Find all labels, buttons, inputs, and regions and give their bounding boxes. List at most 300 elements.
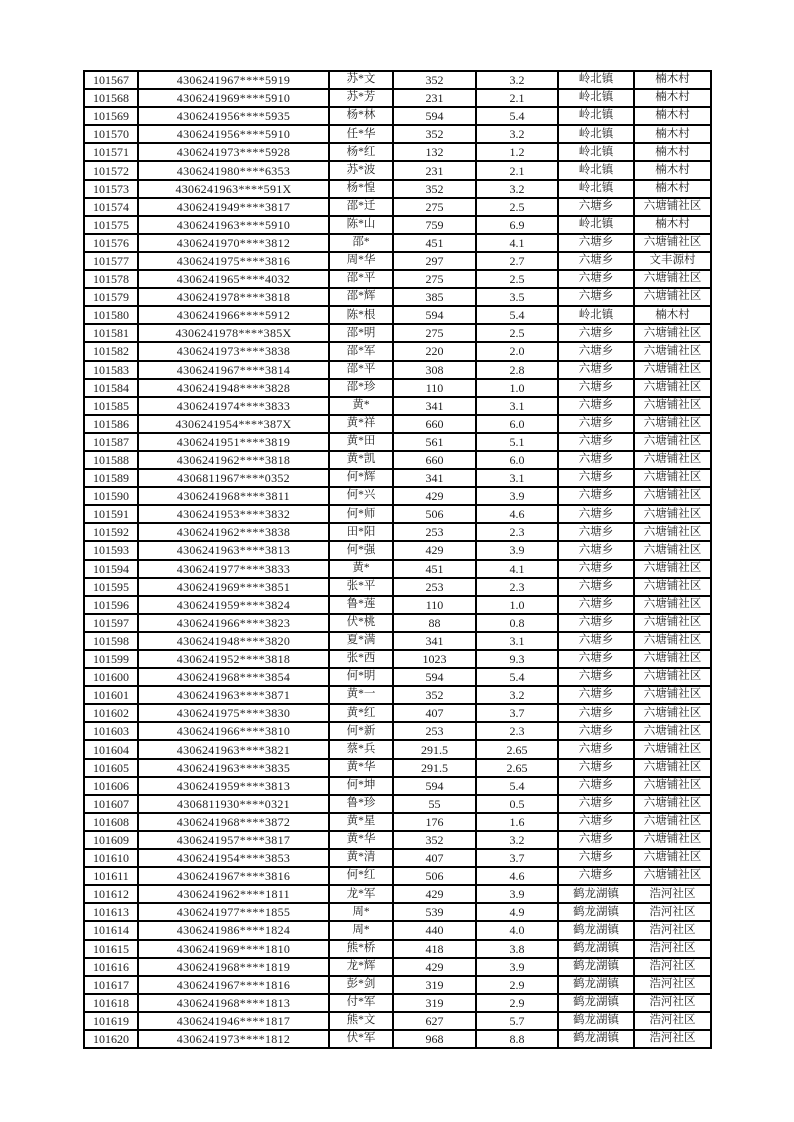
cell-township: 岭北镇: [558, 306, 634, 324]
cell-id-number: 4306241966****3823: [138, 614, 329, 632]
cell-person-name: 周*华: [329, 252, 393, 270]
cell-township: 鹤龙湖镇: [558, 994, 634, 1012]
cell-id-number: 4306241969****1810: [138, 940, 329, 958]
cell-id-number: 4306241969****3851: [138, 578, 329, 596]
cell-id-number: 4306241956****5935: [138, 107, 329, 125]
cell-rate: 1.6: [476, 813, 558, 831]
cell-id-number: 4306241967****1816: [138, 976, 329, 994]
cell-serial-number: 101597: [84, 614, 138, 632]
cell-village: 楠木村: [634, 306, 711, 324]
cell-rate: 3.2: [476, 71, 558, 89]
cell-rate: 2.5: [476, 270, 558, 288]
cell-village: 楠木村: [634, 216, 711, 234]
cell-township: 六塘乡: [558, 867, 634, 885]
cell-id-number: 4306241963****591X: [138, 180, 329, 198]
cell-township: 六塘乡: [558, 777, 634, 795]
cell-amount: 440: [393, 921, 476, 939]
cell-township: 六塘乡: [558, 379, 634, 397]
cell-rate: 4.6: [476, 505, 558, 523]
cell-rate: 2.65: [476, 759, 558, 777]
cell-rate: 1.0: [476, 596, 558, 614]
cell-person-name: 黄*红: [329, 704, 393, 722]
table-row: [84, 397, 711, 415]
cell-person-name: 何*新: [329, 722, 393, 740]
cell-id-number: 4306241963****5910: [138, 216, 329, 234]
cell-township: 六塘乡: [558, 831, 634, 849]
cell-township: 六塘乡: [558, 505, 634, 523]
cell-rate: 3.9: [476, 958, 558, 976]
cell-township: 鹤龙湖镇: [558, 976, 634, 994]
cell-serial-number: 101620: [84, 1030, 138, 1048]
table-row: [84, 740, 711, 758]
table-row: [84, 885, 711, 903]
cell-village: 六塘铺社区: [634, 813, 711, 831]
cell-person-name: 任*华: [329, 125, 393, 143]
cell-township: 六塘乡: [558, 324, 634, 342]
cell-village: 六塘铺社区: [634, 632, 711, 650]
cell-village: 六塘铺社区: [634, 686, 711, 704]
cell-village: 文丰源村: [634, 252, 711, 270]
cell-person-name: 何*红: [329, 867, 393, 885]
cell-village: 六塘铺社区: [634, 759, 711, 777]
cell-amount: 253: [393, 722, 476, 740]
cell-rate: 2.3: [476, 722, 558, 740]
records-table-body: [84, 71, 711, 1048]
cell-village: 六塘铺社区: [634, 849, 711, 867]
cell-amount: 385: [393, 288, 476, 306]
table-row: [84, 161, 711, 179]
cell-serial-number: 101587: [84, 433, 138, 451]
cell-amount: 291.5: [393, 759, 476, 777]
cell-amount: 594: [393, 306, 476, 324]
cell-rate: 5.4: [476, 668, 558, 686]
cell-rate: 5.1: [476, 433, 558, 451]
cell-township: 岭北镇: [558, 71, 634, 89]
cell-rate: 2.8: [476, 361, 558, 379]
cell-village: 六塘铺社区: [634, 270, 711, 288]
table-row: [84, 270, 711, 288]
cell-amount: 627: [393, 1012, 476, 1030]
table-row: [84, 903, 711, 921]
cell-id-number: 4306241975****3816: [138, 252, 329, 270]
cell-village: 六塘铺社区: [634, 469, 711, 487]
cell-serial-number: 101589: [84, 469, 138, 487]
table-row: [84, 487, 711, 505]
cell-id-number: 4306241956****5910: [138, 125, 329, 143]
cell-serial-number: 101572: [84, 161, 138, 179]
cell-id-number: 4306241962****1811: [138, 885, 329, 903]
cell-township: 岭北镇: [558, 89, 634, 107]
cell-rate: 3.1: [476, 632, 558, 650]
table-row: [84, 813, 711, 831]
cell-id-number: 4306241974****3833: [138, 397, 329, 415]
cell-id-number: 4306241968****3872: [138, 813, 329, 831]
cell-village: 楠木村: [634, 161, 711, 179]
cell-township: 鹤龙湖镇: [558, 1012, 634, 1030]
cell-id-number: 4306241949****3817: [138, 198, 329, 216]
table-row: [84, 650, 711, 668]
cell-serial-number: 101578: [84, 270, 138, 288]
cell-village: 六塘铺社区: [634, 795, 711, 813]
cell-amount: 407: [393, 704, 476, 722]
cell-id-number: 4306241963****3813: [138, 541, 329, 559]
cell-person-name: 邵*: [329, 234, 393, 252]
cell-rate: 3.8: [476, 940, 558, 958]
cell-village: 六塘铺社区: [634, 668, 711, 686]
cell-serial-number: 101616: [84, 958, 138, 976]
table-row: [84, 288, 711, 306]
cell-id-number: 4306241967****5919: [138, 71, 329, 89]
cell-township: 岭北镇: [558, 216, 634, 234]
table-row: [84, 596, 711, 614]
cell-serial-number: 101574: [84, 198, 138, 216]
cell-amount: 561: [393, 433, 476, 451]
cell-serial-number: 101599: [84, 650, 138, 668]
cell-amount: 308: [393, 361, 476, 379]
cell-serial-number: 101593: [84, 541, 138, 559]
cell-person-name: 田*阳: [329, 523, 393, 541]
cell-township: 鹤龙湖镇: [558, 1030, 634, 1048]
cell-serial-number: 101588: [84, 451, 138, 469]
cell-township: 六塘乡: [558, 487, 634, 505]
table-row: [84, 216, 711, 234]
cell-village: 浩河社区: [634, 1012, 711, 1030]
cell-id-number: 4306241986****1824: [138, 921, 329, 939]
cell-township: 六塘乡: [558, 596, 634, 614]
cell-person-name: 黄*华: [329, 759, 393, 777]
cell-amount: 451: [393, 234, 476, 252]
cell-amount: 319: [393, 994, 476, 1012]
table-row: [84, 614, 711, 632]
cell-id-number: 4306241957****3817: [138, 831, 329, 849]
cell-rate: 4.9: [476, 903, 558, 921]
cell-serial-number: 101577: [84, 252, 138, 270]
cell-id-number: 4306241978****385X: [138, 324, 329, 342]
cell-id-number: 4306241968****1813: [138, 994, 329, 1012]
cell-serial-number: 101579: [84, 288, 138, 306]
cell-amount: 594: [393, 107, 476, 125]
cell-township: 岭北镇: [558, 180, 634, 198]
cell-amount: 110: [393, 596, 476, 614]
cell-id-number: 4306241973****5928: [138, 143, 329, 161]
cell-township: 六塘乡: [558, 252, 634, 270]
cell-amount: 231: [393, 161, 476, 179]
cell-person-name: 邵*明: [329, 324, 393, 342]
cell-rate: 1.2: [476, 143, 558, 161]
table-row: [84, 1012, 711, 1030]
cell-amount: 418: [393, 940, 476, 958]
table-row: [84, 361, 711, 379]
cell-village: 六塘铺社区: [634, 379, 711, 397]
cell-person-name: 何*明: [329, 668, 393, 686]
cell-person-name: 龙*辉: [329, 958, 393, 976]
cell-id-number: 4306241967****3814: [138, 361, 329, 379]
cell-id-number: 4306811967****0352: [138, 469, 329, 487]
table-row: [84, 415, 711, 433]
table-row: [84, 777, 711, 795]
cell-serial-number: 101592: [84, 523, 138, 541]
cell-rate: 4.0: [476, 921, 558, 939]
cell-amount: 968: [393, 1030, 476, 1048]
cell-rate: 3.1: [476, 469, 558, 487]
cell-rate: 8.8: [476, 1030, 558, 1048]
cell-person-name: 邵*平: [329, 361, 393, 379]
cell-township: 六塘乡: [558, 342, 634, 360]
cell-township: 六塘乡: [558, 650, 634, 668]
table-row: [84, 198, 711, 216]
cell-township: 六塘乡: [558, 722, 634, 740]
cell-serial-number: 101580: [84, 306, 138, 324]
cell-serial-number: 101581: [84, 324, 138, 342]
cell-village: 浩河社区: [634, 958, 711, 976]
table-row: [84, 940, 711, 958]
cell-amount: 55: [393, 795, 476, 813]
cell-serial-number: 101619: [84, 1012, 138, 1030]
cell-village: 浩河社区: [634, 994, 711, 1012]
cell-serial-number: 101608: [84, 813, 138, 831]
cell-village: 六塘铺社区: [634, 505, 711, 523]
cell-township: 六塘乡: [558, 668, 634, 686]
cell-amount: 352: [393, 686, 476, 704]
cell-township: 六塘乡: [558, 523, 634, 541]
table-row: [84, 704, 711, 722]
cell-person-name: 苏*文: [329, 71, 393, 89]
cell-village: 六塘铺社区: [634, 288, 711, 306]
table-row: [84, 143, 711, 161]
cell-id-number: 4306241959****3813: [138, 777, 329, 795]
cell-serial-number: 101590: [84, 487, 138, 505]
cell-person-name: 黄*: [329, 397, 393, 415]
cell-village: 六塘铺社区: [634, 451, 711, 469]
cell-rate: 6.0: [476, 451, 558, 469]
cell-person-name: 黄*清: [329, 849, 393, 867]
cell-person-name: 邵*军: [329, 342, 393, 360]
cell-rate: 2.1: [476, 89, 558, 107]
cell-amount: 594: [393, 668, 476, 686]
cell-person-name: 黄*一: [329, 686, 393, 704]
cell-person-name: 熊*桥: [329, 940, 393, 958]
table-row: [84, 89, 711, 107]
cell-village: 六塘铺社区: [634, 704, 711, 722]
cell-person-name: 黄*: [329, 560, 393, 578]
cell-person-name: 黄*凯: [329, 451, 393, 469]
cell-amount: 132: [393, 143, 476, 161]
table-row: [84, 722, 711, 740]
table-row: [84, 686, 711, 704]
cell-person-name: 熊*文: [329, 1012, 393, 1030]
cell-person-name: 杨*林: [329, 107, 393, 125]
cell-rate: 5.4: [476, 777, 558, 795]
cell-id-number: 4306241969****5910: [138, 89, 329, 107]
cell-rate: 2.7: [476, 252, 558, 270]
cell-id-number: 4306241951****3819: [138, 433, 329, 451]
table-row: [84, 668, 711, 686]
cell-amount: 220: [393, 342, 476, 360]
cell-amount: 429: [393, 541, 476, 559]
cell-serial-number: 101604: [84, 740, 138, 758]
cell-village: 六塘铺社区: [634, 596, 711, 614]
cell-serial-number: 101595: [84, 578, 138, 596]
cell-township: 岭北镇: [558, 161, 634, 179]
table-row: [84, 125, 711, 143]
cell-village: 六塘铺社区: [634, 740, 711, 758]
table-row: [84, 867, 711, 885]
cell-serial-number: 101606: [84, 777, 138, 795]
cell-person-name: 陈*根: [329, 306, 393, 324]
cell-person-name: 黄*田: [329, 433, 393, 451]
cell-id-number: 4306241965****4032: [138, 270, 329, 288]
cell-id-number: 4306241975****3830: [138, 704, 329, 722]
cell-village: 六塘铺社区: [634, 433, 711, 451]
cell-village: 六塘铺社区: [634, 361, 711, 379]
cell-amount: 594: [393, 777, 476, 795]
cell-rate: 9.3: [476, 650, 558, 668]
cell-person-name: 杨*惶: [329, 180, 393, 198]
cell-rate: 5.4: [476, 107, 558, 125]
cell-person-name: 邵*迁: [329, 198, 393, 216]
cell-township: 六塘乡: [558, 451, 634, 469]
cell-amount: 429: [393, 885, 476, 903]
cell-serial-number: 101602: [84, 704, 138, 722]
cell-township: 六塘乡: [558, 198, 634, 216]
cell-person-name: 黄*祥: [329, 415, 393, 433]
cell-township: 六塘乡: [558, 361, 634, 379]
cell-person-name: 周*: [329, 921, 393, 939]
cell-serial-number: 101584: [84, 379, 138, 397]
cell-village: 浩河社区: [634, 976, 711, 994]
cell-amount: 429: [393, 487, 476, 505]
cell-village: 浩河社区: [634, 1030, 711, 1048]
cell-serial-number: 101607: [84, 795, 138, 813]
cell-amount: 341: [393, 397, 476, 415]
cell-township: 六塘乡: [558, 704, 634, 722]
cell-amount: 253: [393, 523, 476, 541]
table-row: [84, 252, 711, 270]
cell-rate: 2.5: [476, 324, 558, 342]
cell-rate: 3.7: [476, 849, 558, 867]
records-table: [83, 70, 712, 1049]
cell-amount: 539: [393, 903, 476, 921]
cell-rate: 3.9: [476, 487, 558, 505]
cell-township: 六塘乡: [558, 614, 634, 632]
cell-serial-number: 101583: [84, 361, 138, 379]
cell-rate: 0.8: [476, 614, 558, 632]
cell-township: 六塘乡: [558, 234, 634, 252]
table-row: [84, 560, 711, 578]
cell-village: 楠木村: [634, 180, 711, 198]
cell-township: 六塘乡: [558, 433, 634, 451]
cell-township: 六塘乡: [558, 759, 634, 777]
table-row: [84, 921, 711, 939]
cell-township: 六塘乡: [558, 560, 634, 578]
cell-person-name: 苏*波: [329, 161, 393, 179]
cell-rate: 2.1: [476, 161, 558, 179]
cell-person-name: 龙*军: [329, 885, 393, 903]
cell-amount: 291.5: [393, 740, 476, 758]
table-row: [84, 234, 711, 252]
cell-village: 六塘铺社区: [634, 831, 711, 849]
cell-amount: 352: [393, 125, 476, 143]
cell-village: 浩河社区: [634, 885, 711, 903]
cell-township: 六塘乡: [558, 813, 634, 831]
cell-person-name: 周*: [329, 903, 393, 921]
cell-amount: 88: [393, 614, 476, 632]
cell-township: 六塘乡: [558, 270, 634, 288]
cell-rate: 3.7: [476, 704, 558, 722]
cell-id-number: 4306811930****0321: [138, 795, 329, 813]
cell-township: 鹤龙湖镇: [558, 885, 634, 903]
table-row: [84, 505, 711, 523]
cell-amount: 506: [393, 505, 476, 523]
cell-person-name: 何*强: [329, 541, 393, 559]
cell-amount: 275: [393, 198, 476, 216]
cell-serial-number: 101591: [84, 505, 138, 523]
cell-amount: 341: [393, 632, 476, 650]
table-row: [84, 306, 711, 324]
cell-village: 六塘铺社区: [634, 560, 711, 578]
cell-serial-number: 101612: [84, 885, 138, 903]
cell-village: 浩河社区: [634, 921, 711, 939]
cell-id-number: 4306241953****3832: [138, 505, 329, 523]
cell-amount: 451: [393, 560, 476, 578]
cell-rate: 3.2: [476, 180, 558, 198]
table-row: [84, 451, 711, 469]
table-row: [84, 958, 711, 976]
cell-person-name: 陈*山: [329, 216, 393, 234]
cell-serial-number: 101614: [84, 921, 138, 939]
cell-township: 鹤龙湖镇: [558, 940, 634, 958]
cell-serial-number: 101600: [84, 668, 138, 686]
table-row: [84, 523, 711, 541]
cell-person-name: 张*西: [329, 650, 393, 668]
cell-id-number: 4306241963****3821: [138, 740, 329, 758]
cell-id-number: 4306241948****3828: [138, 379, 329, 397]
cell-village: 六塘铺社区: [634, 324, 711, 342]
cell-id-number: 4306241968****3811: [138, 487, 329, 505]
cell-serial-number: 101613: [84, 903, 138, 921]
cell-person-name: 彭*剑: [329, 976, 393, 994]
cell-rate: 1.0: [476, 379, 558, 397]
cell-amount: 341: [393, 469, 476, 487]
table-row: [84, 759, 711, 777]
cell-serial-number: 101576: [84, 234, 138, 252]
cell-amount: 660: [393, 451, 476, 469]
cell-rate: 0.5: [476, 795, 558, 813]
cell-rate: 2.65: [476, 740, 558, 758]
cell-id-number: 4306241948****3820: [138, 632, 329, 650]
cell-rate: 3.9: [476, 885, 558, 903]
table-row: [84, 541, 711, 559]
cell-id-number: 4306241966****5912: [138, 306, 329, 324]
cell-amount: 110: [393, 379, 476, 397]
cell-township: 鹤龙湖镇: [558, 958, 634, 976]
cell-township: 六塘乡: [558, 849, 634, 867]
cell-village: 浩河社区: [634, 903, 711, 921]
cell-person-name: 夏*满: [329, 632, 393, 650]
cell-serial-number: 101573: [84, 180, 138, 198]
cell-village: 楠木村: [634, 143, 711, 161]
cell-rate: 6.9: [476, 216, 558, 234]
cell-person-name: 苏*芳: [329, 89, 393, 107]
cell-person-name: 何*师: [329, 505, 393, 523]
cell-rate: 6.0: [476, 415, 558, 433]
cell-township: 六塘乡: [558, 795, 634, 813]
cell-township: 鹤龙湖镇: [558, 921, 634, 939]
cell-serial-number: 101575: [84, 216, 138, 234]
cell-village: 六塘铺社区: [634, 487, 711, 505]
cell-id-number: 4306241959****3824: [138, 596, 329, 614]
cell-amount: 275: [393, 324, 476, 342]
